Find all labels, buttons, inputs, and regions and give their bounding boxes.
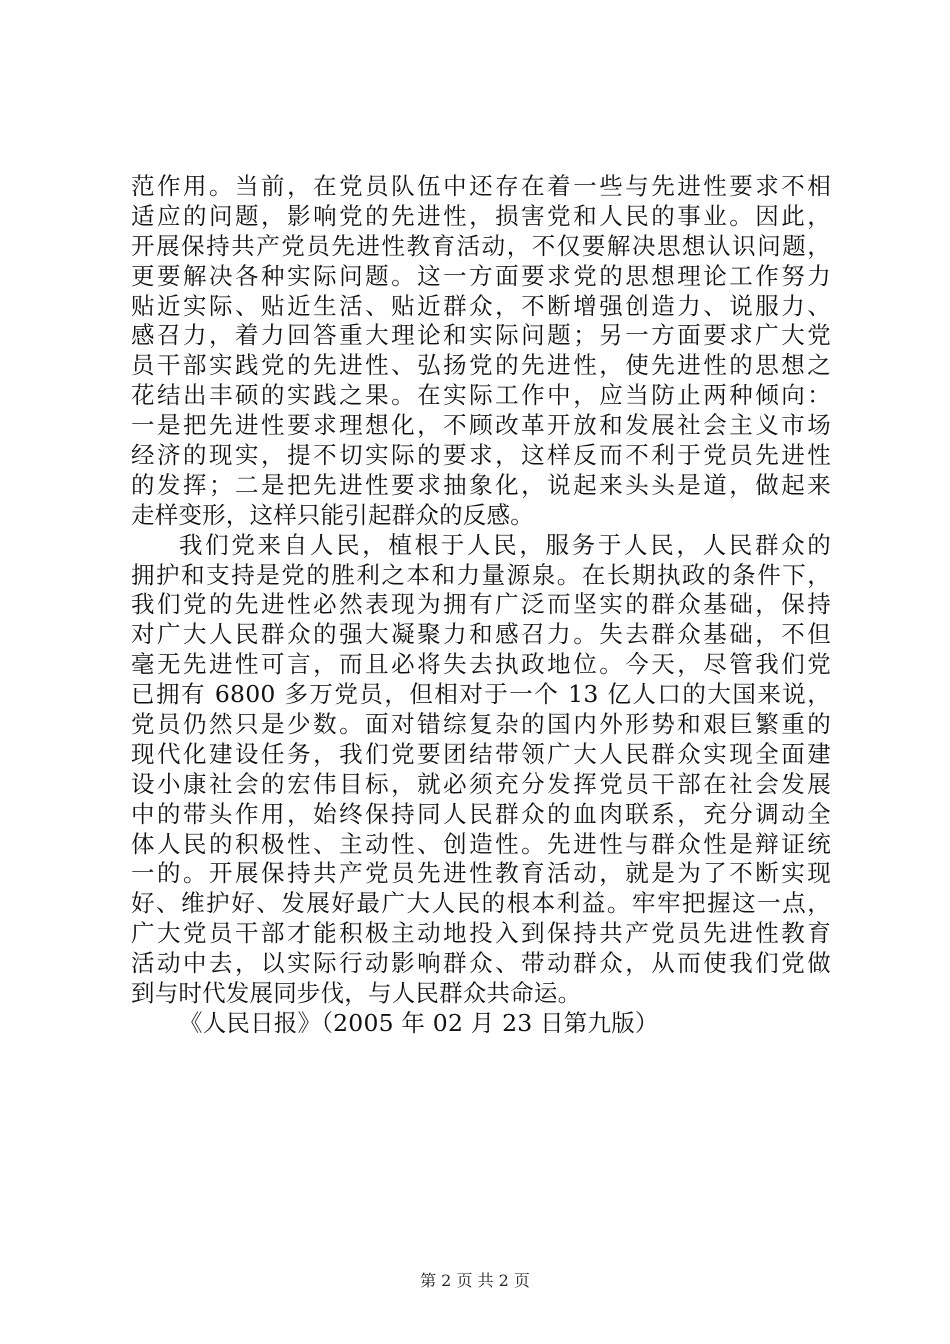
- text-line: 拥护和支持是党的胜利之本和力量源泉。在长期执政的条件下，: [131, 560, 831, 589]
- text-line: 员干部实践党的先进性、弘扬党的先进性，使先进性的思想之: [131, 351, 831, 380]
- text-line: 一是把先进性要求理想化，不顾改革开放和发展社会主义市场: [131, 411, 831, 440]
- source-citation: 《人民日报》（2005 年 02 月 23 日第九版）: [179, 1008, 659, 1037]
- text-line: 党员仍然只是少数。面对错综复杂的国内外形势和艰巨繁重的: [131, 710, 831, 739]
- text-line: 更要解决各种实际问题。这一方面要求党的思想理论工作努力: [131, 261, 831, 290]
- text-line: 活动中去，以实际行动影响群众、带动群众，从而使我们党做: [131, 949, 831, 978]
- text-line: 适应的问题，影响党的先进性，损害党和人民的事业。因此，: [131, 201, 831, 230]
- text-line: 中的带头作用，始终保持同人民群众的血肉联系，充分调动全: [131, 799, 831, 828]
- text-line-paragraph-end: 到与时代发展同步伐，与人民群众共命运。: [131, 979, 582, 1008]
- text-line: 体人民的积极性、主动性、创造性。先进性与群众性是辩证统: [131, 829, 831, 858]
- text-line: 一的。开展保持共产党员先进性教育活动，就是为了不断实现: [131, 859, 831, 888]
- page-number-footer: 第 2 页 共 2 页: [420, 1271, 530, 1290]
- article-body: [131, 172, 831, 1039]
- text-line: 范作用。当前，在党员队伍中还存在着一些与先进性要求不相: [131, 172, 831, 200]
- text-line: 贴近实际、贴近生活、贴近群众，不断增强创造力、说服力、: [131, 291, 831, 320]
- text-line: 我们党的先进性必然表现为拥有广泛而坚实的群众基础，保持: [131, 590, 831, 619]
- text-line: 感召力，着力回答重大理论和实际问题；另一方面要求广大党: [131, 321, 831, 350]
- text-line: 已拥有 6800 多万党员，但相对于一个 13 亿人口的大国来说，: [131, 680, 831, 709]
- text-line: 的发挥；二是把先进性要求抽象化，说起来头头是道，做起来: [131, 470, 831, 499]
- text-line-paragraph-start: 我们党来自人民，植根于人民，服务于人民，人民群众的: [179, 530, 831, 559]
- text-line: 现代化建设任务，我们党要团结带领广大人民群众实现全面建: [131, 739, 831, 768]
- text-line: 经济的现实，提不切实际的要求，这样反而不利于党员先进性: [131, 441, 831, 470]
- text-line: 好、维护好、发展好最广大人民的根本利益。牢牢把握这一点，: [131, 889, 831, 918]
- text-line: 毫无先进性可言，而且必将失去执政地位。今天，尽管我们党: [131, 650, 831, 679]
- text-line: 对广大人民群众的强大凝聚力和感召力。失去群众基础，不但: [131, 620, 831, 649]
- text-line: 广大党员干部才能积极主动地投入到保持共产党员先进性教育: [131, 919, 831, 948]
- text-line: 开展保持共产党员先进性教育活动，不仅要解决思想认识问题，: [131, 231, 831, 260]
- text-line: 设小康社会的宏伟目标，就必须充分发挥党员干部在社会发展: [131, 769, 831, 798]
- text-line: 花结出丰硕的实践之果。在实际工作中，应当防止两种倾向：: [131, 381, 831, 410]
- text-line-paragraph-end: 走样变形，这样只能引起群众的反感。: [131, 500, 534, 529]
